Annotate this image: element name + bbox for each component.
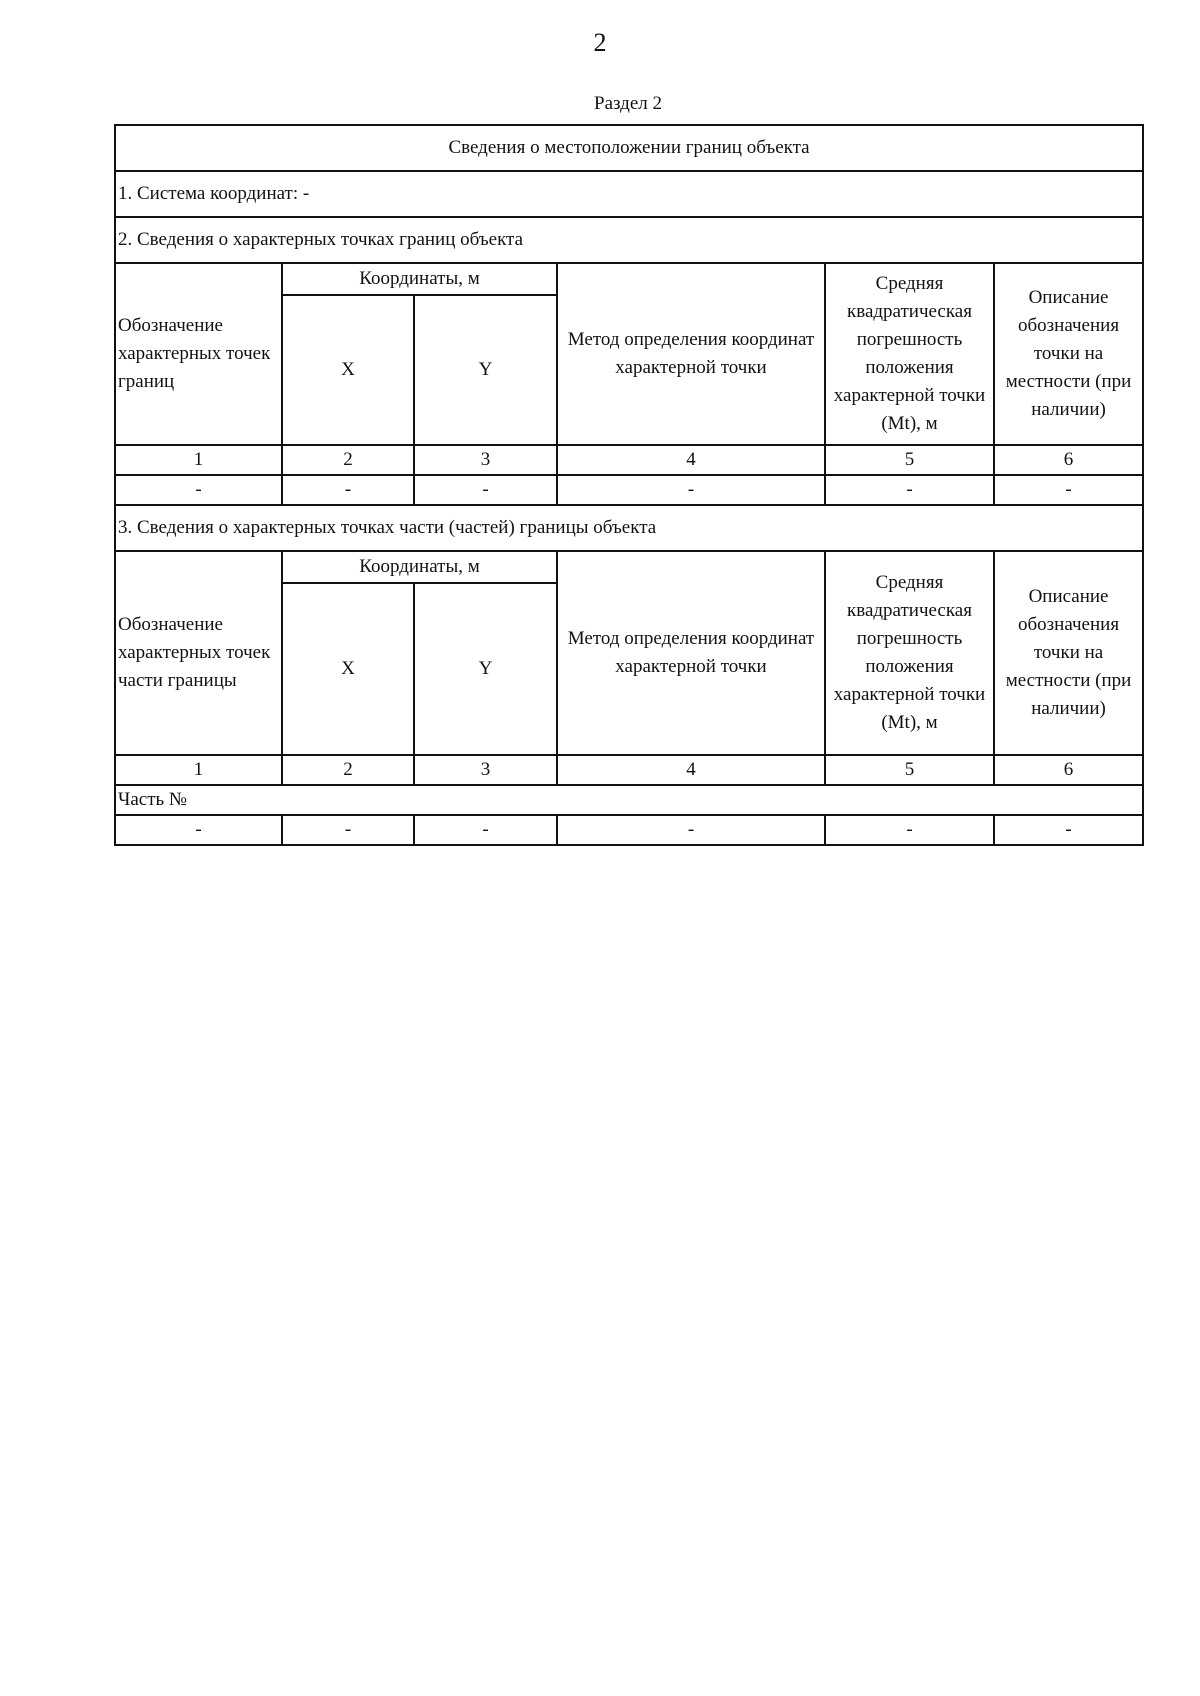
section3-col-method: Метод определения координат характерной точки (557, 551, 825, 755)
page-number: 2 (593, 28, 607, 57)
section2-num-5: 5 (825, 445, 994, 475)
section3-col-coords: Координаты, м (282, 551, 557, 583)
section3-part-label: Часть № (115, 785, 1143, 815)
section2-col-x: X (282, 295, 414, 445)
section3-cell-2: - (282, 815, 414, 845)
section3-cell-1: - (115, 815, 282, 845)
section2-cell-6: - (994, 475, 1143, 505)
coordinate-system: 1. Система координат: - (115, 171, 1143, 217)
section2-col-y: Y (414, 295, 557, 445)
section3-col-y: Y (414, 583, 557, 755)
section2-cell-2: - (282, 475, 414, 505)
section2-num-3: 3 (414, 445, 557, 475)
section3-cell-4: - (557, 815, 825, 845)
section2-num-1: 1 (115, 445, 282, 475)
section2-cell-4: - (557, 475, 825, 505)
section2-num-2: 2 (282, 445, 414, 475)
section3-num-6: 6 (994, 755, 1143, 785)
section3-col-description: Описание обозначения точки на местности (при наличии) (994, 551, 1143, 755)
section3-num-4: 4 (557, 755, 825, 785)
section2-col-error: Средняя квадратическая погрешность положения характерной точки (Mt), м (825, 263, 994, 445)
section3-num-3: 3 (414, 755, 557, 785)
section3-cell-5: - (825, 815, 994, 845)
section3-cell-3: - (414, 815, 557, 845)
section2-cell-5: - (825, 475, 994, 505)
section-label: Раздел 2 (594, 93, 662, 114)
section2-heading: 2. Сведения о характерных точках границ объекта (115, 217, 1143, 263)
section3-col-designation: Обозначение характерных точек части границы (115, 551, 282, 755)
section2-col-designation: Обозначение характерных точек границ (115, 263, 282, 445)
section2-num-4: 4 (557, 445, 825, 475)
section2-num-6: 6 (994, 445, 1143, 475)
section2-cell-3: - (414, 475, 557, 505)
section2-col-coords: Координаты, м (282, 263, 557, 295)
section2-cell-1: - (115, 475, 282, 505)
section3-cell-6: - (994, 815, 1143, 845)
section3-num-2: 2 (282, 755, 414, 785)
section3-col-x: X (282, 583, 414, 755)
table-title: Сведения о местоположении границ объекта (115, 125, 1143, 171)
section3-col-error: Средняя квадратическая погрешность положения характерной точки (Mt), м (825, 551, 994, 755)
section3-num-1: 1 (115, 755, 282, 785)
boundary-table (114, 124, 1144, 846)
section2-col-description: Описание обозначения точки на местности (при наличии) (994, 263, 1143, 445)
section3-heading: 3. Сведения о характерных точках части (частей) границы объекта (115, 505, 1143, 551)
section2-col-method: Метод определения координат характерной точки (557, 263, 825, 445)
section3-num-5: 5 (825, 755, 994, 785)
